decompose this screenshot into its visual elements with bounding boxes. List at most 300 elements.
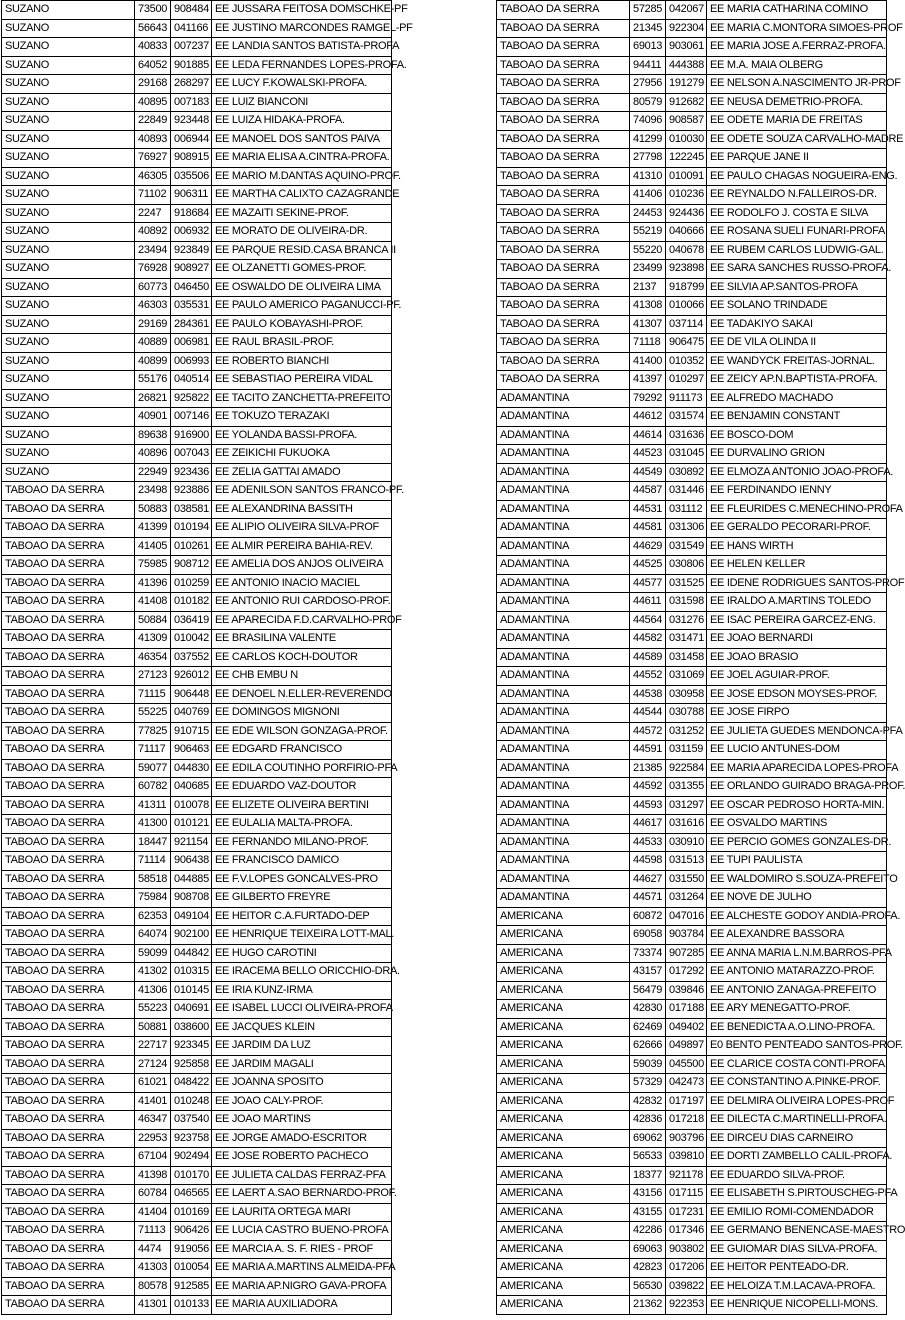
table-row — [497, 389, 887, 408]
cie-cell: 922353 — [666, 1296, 707, 1315]
cie-cell: 903796 — [666, 1129, 707, 1148]
cie-cell: 922304 — [666, 19, 707, 38]
city-cell: AMERICANA — [497, 963, 630, 982]
table-row — [2, 796, 392, 815]
school-name-cell: EE LUIZ BIANCONI — [212, 93, 392, 112]
table-row — [497, 778, 887, 797]
cie-cell: 040685 — [171, 778, 212, 797]
school-name-cell: EE ARY MENEGATTO-PROF. — [707, 1000, 887, 1019]
city-cell: SUZANO — [2, 223, 135, 242]
cie-cell: 010042 — [171, 630, 212, 649]
cie-cell: 924436 — [666, 204, 707, 223]
cie-cell: 039846 — [666, 981, 707, 1000]
school-name-cell: EE JARDIM MAGALI — [212, 1055, 392, 1074]
code-cell: 46354 — [135, 648, 171, 667]
table-row — [497, 519, 887, 538]
table-row — [497, 593, 887, 612]
school-name-cell: EE ALFREDO MACHADO — [707, 389, 887, 408]
city-cell: AMERICANA — [497, 1296, 630, 1315]
school-name-cell: EE TACITO ZANCHETTA-PREFEITO — [212, 389, 392, 408]
table-row — [497, 981, 887, 1000]
city-cell: TABOAO DA SERRA — [497, 297, 630, 316]
table-row — [2, 1185, 392, 1204]
school-name-cell: EE LUCIA CASTRO BUENO-PROFA — [212, 1222, 392, 1241]
school-name-cell: EE OLZANETTI GOMES-PROF. — [212, 260, 392, 279]
city-cell: ADAMANTINA — [497, 426, 630, 445]
cie-cell: 010169 — [171, 1203, 212, 1222]
table-row — [2, 852, 392, 871]
code-cell: 18447 — [135, 833, 171, 852]
table-row — [2, 1203, 392, 1222]
code-cell: 23499 — [630, 260, 666, 279]
code-cell: 67104 — [135, 1148, 171, 1167]
school-name-cell: EE ALEXANDRINA BASSITH — [212, 500, 392, 519]
city-cell: AMERICANA — [497, 907, 630, 926]
city-cell: TABOAO DA SERRA — [497, 56, 630, 75]
school-name-cell: EE PARQUE JANE II — [707, 149, 887, 168]
cie-cell: 031616 — [666, 815, 707, 834]
school-name-cell: EE ODETE SOUZA CARVALHO-MADRE — [707, 130, 887, 149]
cie-cell: 903802 — [666, 1240, 707, 1259]
cie-cell: 010133 — [171, 1296, 212, 1315]
table-row — [2, 537, 392, 556]
cie-cell: 031159 — [666, 741, 707, 760]
code-cell: 18377 — [630, 1166, 666, 1185]
table-row — [2, 56, 392, 75]
code-cell: 44577 — [630, 574, 666, 593]
table-row — [497, 408, 887, 427]
school-name-cell: EE HEITOR C.A.FURTADO-DEP — [212, 907, 392, 926]
cie-cell: 046450 — [171, 278, 212, 297]
table-row — [497, 870, 887, 889]
city-cell: TABOAO DA SERRA — [2, 944, 135, 963]
city-cell: TABOAO DA SERRA — [2, 685, 135, 704]
code-cell: 75984 — [135, 889, 171, 908]
school-name-cell: EE DIRCEU DIAS CARNEIRO — [707, 1129, 887, 1148]
school-name-cell: EE IRALDO A.MARTINS TOLEDO — [707, 593, 887, 612]
table-row — [2, 981, 392, 1000]
cie-cell: 010066 — [666, 297, 707, 316]
table-row — [2, 1166, 392, 1185]
city-cell: AMERICANA — [497, 1203, 630, 1222]
table-row — [497, 574, 887, 593]
city-cell: TABOAO DA SERRA — [497, 112, 630, 131]
school-name-cell: EE CLARICE COSTA CONTI-PROFA. — [707, 1055, 887, 1074]
school-name-cell: EE BENJAMIN CONSTANT — [707, 408, 887, 427]
code-cell: 44587 — [630, 482, 666, 501]
school-name-cell: EE LAERT A.SAO BERNARDO-PROF. — [212, 1185, 392, 1204]
city-cell: AMERICANA — [497, 1277, 630, 1296]
city-cell: TABOAO DA SERRA — [2, 630, 135, 649]
table-row — [497, 759, 887, 778]
table-row — [497, 260, 887, 279]
code-cell: 55223 — [135, 1000, 171, 1019]
code-cell: 56643 — [135, 19, 171, 38]
school-name-cell: EE M.A. MAIA OLBERG — [707, 56, 887, 75]
table-row — [497, 278, 887, 297]
city-cell: TABOAO DA SERRA — [2, 1185, 135, 1204]
code-cell: 58518 — [135, 870, 171, 889]
school-name-cell: EE SOLANO TRINDADE — [707, 297, 887, 316]
city-cell: TABOAO DA SERRA — [2, 778, 135, 797]
school-name-cell: EE IRACEMA BELLO ORICCHIO-DRA. — [212, 963, 392, 982]
city-cell: AMERICANA — [497, 1166, 630, 1185]
school-name-cell: EE LEDA FERNANDES LOPES-PROFA. — [212, 56, 392, 75]
school-name-cell: EE HELEN KELLER — [707, 556, 887, 575]
cie-cell: 045500 — [666, 1055, 707, 1074]
cie-cell: 031446 — [666, 482, 707, 501]
table-row — [2, 1018, 392, 1037]
city-cell: TABOAO DA SERRA — [2, 963, 135, 982]
table-row — [497, 1, 887, 20]
school-name-cell: EE OSWALDO DE OLIVEIRA LIMA — [212, 278, 392, 297]
code-cell: 94411 — [630, 56, 666, 75]
code-cell: 55225 — [135, 704, 171, 723]
city-cell: TABOAO DA SERRA — [2, 1277, 135, 1296]
city-cell: ADAMANTINA — [497, 574, 630, 593]
school-name-cell: EE GERMANO BENENCASE-MAESTRO — [707, 1222, 887, 1241]
school-name-cell: EE CONSTANTINO A.PINKE-PROF. — [707, 1074, 887, 1093]
school-name-cell: EE YOLANDA BASSI-PROFA. — [212, 426, 392, 445]
table-row — [2, 926, 392, 945]
cie-cell: 030788 — [666, 704, 707, 723]
code-cell: 42836 — [630, 1111, 666, 1130]
table-row — [2, 334, 392, 353]
city-cell: TABOAO DA SERRA — [2, 1166, 135, 1185]
code-cell: 41397 — [630, 371, 666, 390]
city-cell: AMERICANA — [497, 1055, 630, 1074]
code-cell: 41301 — [135, 1296, 171, 1315]
code-cell: 24453 — [630, 204, 666, 223]
table-row — [2, 38, 392, 57]
city-cell: ADAMANTINA — [497, 445, 630, 464]
table-row — [2, 241, 392, 260]
school-name-cell: EE ADENILSON SANTOS FRANCO-PF. — [212, 482, 392, 501]
cie-cell: 191279 — [666, 75, 707, 94]
table-row — [497, 482, 887, 501]
table-row — [2, 426, 392, 445]
table-row — [2, 741, 392, 760]
table-row — [497, 445, 887, 464]
school-name-cell: EE SARA SANCHES RUSSO-PROFA. — [707, 260, 887, 279]
code-cell: 69058 — [630, 926, 666, 945]
cie-cell: 010261 — [171, 537, 212, 556]
city-cell: ADAMANTINA — [497, 796, 630, 815]
city-cell: SUZANO — [2, 408, 135, 427]
school-name-cell: EE MARIA C.MONTORA SIMOES-PROF — [707, 19, 887, 38]
table-row — [2, 1111, 392, 1130]
cie-cell: 031276 — [666, 611, 707, 630]
cie-cell: 037114 — [666, 315, 707, 334]
school-name-cell: EE PARQUE RESID.CASA BRANCA II — [212, 241, 392, 260]
city-cell: TABOAO DA SERRA — [2, 1240, 135, 1259]
code-cell: 44589 — [630, 648, 666, 667]
cie-cell: 031598 — [666, 593, 707, 612]
city-cell: TABOAO DA SERRA — [2, 1092, 135, 1111]
school-name-cell: EE ELISABETH S.PIRTOUSCHEG-PFA — [707, 1185, 887, 1204]
code-cell: 77825 — [135, 722, 171, 741]
school-name-cell: EE JULIETA CALDAS FERRAZ-PFA — [212, 1166, 392, 1185]
cie-cell: 006944 — [171, 130, 212, 149]
table-row — [2, 685, 392, 704]
code-cell: 41400 — [630, 352, 666, 371]
city-cell: TABOAO DA SERRA — [497, 371, 630, 390]
code-cell: 71117 — [135, 741, 171, 760]
code-cell: 44598 — [630, 852, 666, 871]
school-name-cell: EE MAZAITI SEKINE-PROF. — [212, 204, 392, 223]
city-cell: TABOAO DA SERRA — [497, 223, 630, 242]
cie-cell: 916900 — [171, 426, 212, 445]
city-cell: ADAMANTINA — [497, 815, 630, 834]
city-cell: SUZANO — [2, 112, 135, 131]
code-cell: 44571 — [630, 889, 666, 908]
school-name-cell: EE HEITOR PENTEADO-DR. — [707, 1259, 887, 1278]
table-row — [497, 704, 887, 723]
table-row — [2, 1259, 392, 1278]
code-cell: 44582 — [630, 630, 666, 649]
code-cell: 44564 — [630, 611, 666, 630]
cie-cell: 122245 — [666, 149, 707, 168]
cie-cell: 010030 — [666, 130, 707, 149]
cie-cell: 907285 — [666, 944, 707, 963]
code-cell: 40892 — [135, 223, 171, 242]
school-name-cell: EE ELIZETE OLIVEIRA BERTINI — [212, 796, 392, 815]
cie-cell: 925822 — [171, 389, 212, 408]
cie-cell: 908587 — [666, 112, 707, 131]
school-name-cell: EE EMILIO ROMI-COMENDADOR — [707, 1203, 887, 1222]
cie-cell: 030892 — [666, 463, 707, 482]
cie-cell: 039822 — [666, 1277, 707, 1296]
code-cell: 73500 — [135, 1, 171, 20]
code-cell: 41404 — [135, 1203, 171, 1222]
table-row — [497, 167, 887, 186]
cie-cell: 007237 — [171, 38, 212, 57]
city-cell: TABOAO DA SERRA — [2, 1000, 135, 1019]
school-name-cell: EE EULALIA MALTA-PROFA. — [212, 815, 392, 834]
city-cell: ADAMANTINA — [497, 630, 630, 649]
table-row — [497, 93, 887, 112]
school-name-cell: EE ALCHESTE GODOY ANDIA-PROFA. — [707, 907, 887, 926]
table-row — [497, 315, 887, 334]
table-row — [2, 593, 392, 612]
code-cell: 21345 — [630, 19, 666, 38]
table-row — [2, 75, 392, 94]
cie-cell: 912585 — [171, 1277, 212, 1296]
cie-cell: 030806 — [666, 556, 707, 575]
code-cell: 44531 — [630, 500, 666, 519]
city-cell: AMERICANA — [497, 1259, 630, 1278]
cie-cell: 923436 — [171, 463, 212, 482]
city-cell: TABOAO DA SERRA — [497, 75, 630, 94]
code-cell: 44533 — [630, 833, 666, 852]
code-cell: 50884 — [135, 611, 171, 630]
cie-cell: 923758 — [171, 1129, 212, 1148]
school-name-cell: EE NELSON A.NASCIMENTO JR-PROF — [707, 75, 887, 94]
school-name-cell: EE ODETE MARIA DE FREITAS — [707, 112, 887, 131]
city-cell: ADAMANTINA — [497, 611, 630, 630]
table-row — [2, 1296, 392, 1315]
code-cell: 69063 — [630, 1240, 666, 1259]
school-name-cell: EE MARIA AP.NIGRO GAVA-PROFA — [212, 1277, 392, 1296]
cie-cell: 035531 — [171, 297, 212, 316]
cie-cell: 903784 — [666, 926, 707, 945]
school-name-cell: EE LUIZA HIDAKA-PROFA. — [212, 112, 392, 131]
table-row — [2, 1240, 392, 1259]
code-cell: 44538 — [630, 685, 666, 704]
code-cell: 50881 — [135, 1018, 171, 1037]
code-cell: 27798 — [630, 149, 666, 168]
table-row — [2, 1074, 392, 1093]
city-cell: AMERICANA — [497, 926, 630, 945]
city-cell: SUZANO — [2, 463, 135, 482]
table-row — [2, 556, 392, 575]
table-row — [497, 741, 887, 760]
table-row — [497, 463, 887, 482]
cie-cell: 037540 — [171, 1111, 212, 1130]
city-cell: TABOAO DA SERRA — [2, 815, 135, 834]
city-cell: SUZANO — [2, 334, 135, 353]
school-name-cell: EE WANDYCK FREITAS-JORNAL. — [707, 352, 887, 371]
school-name-cell: EE FRANCISCO DAMICO — [212, 852, 392, 871]
city-cell: TABOAO DA SERRA — [497, 204, 630, 223]
table-row — [2, 19, 392, 38]
city-cell: SUZANO — [2, 93, 135, 112]
school-name-cell: EE FERDINANDO IENNY — [707, 482, 887, 501]
city-cell: TABOAO DA SERRA — [2, 1222, 135, 1241]
table-row — [2, 1092, 392, 1111]
school-name-cell: EE TUPI PAULISTA — [707, 852, 887, 871]
code-cell: 69013 — [630, 38, 666, 57]
code-cell: 40896 — [135, 445, 171, 464]
code-cell: 60782 — [135, 778, 171, 797]
code-cell: 55220 — [630, 241, 666, 260]
code-cell: 62353 — [135, 907, 171, 926]
school-name-cell: EE BOSCO-DOM — [707, 426, 887, 445]
city-cell: TABOAO DA SERRA — [2, 704, 135, 723]
school-name-cell: EE EDUARDO VAZ-DOUTOR — [212, 778, 392, 797]
city-cell: TABOAO DA SERRA — [2, 1055, 135, 1074]
cie-cell: 923849 — [171, 241, 212, 260]
cie-cell: 910715 — [171, 722, 212, 741]
school-name-cell: EE LUCIO ANTUNES-DOM — [707, 741, 887, 760]
cie-cell: 031525 — [666, 574, 707, 593]
code-cell: 29169 — [135, 315, 171, 334]
school-name-cell: EE DILECTA C.MARTINELLI-PROFA. — [707, 1111, 887, 1130]
table-row — [2, 1222, 392, 1241]
table-row — [2, 130, 392, 149]
cie-cell: 010194 — [171, 519, 212, 538]
right-school-table — [496, 0, 905, 1315]
school-name-cell: EE IRIA KUNZ-IRMA — [212, 981, 392, 1000]
city-cell: SUZANO — [2, 260, 135, 279]
table-row — [2, 1148, 392, 1167]
cie-cell: 041166 — [171, 19, 212, 38]
code-cell: 56479 — [630, 981, 666, 1000]
city-cell: ADAMANTINA — [497, 519, 630, 538]
city-cell: TABOAO DA SERRA — [2, 482, 135, 501]
school-name-cell: EE PERCIO GOMES GONZALES-DR. — [707, 833, 887, 852]
table-row — [2, 204, 392, 223]
table-row — [497, 907, 887, 926]
city-cell: AMERICANA — [497, 981, 630, 1000]
city-cell: SUZANO — [2, 19, 135, 38]
table-row — [2, 519, 392, 538]
table-row — [497, 852, 887, 871]
table-row — [2, 297, 392, 316]
cie-cell: 031045 — [666, 445, 707, 464]
school-name-cell: EE JARDIM DA LUZ — [212, 1037, 392, 1056]
cie-cell: 906475 — [666, 334, 707, 353]
school-name-cell: EE ANTONIO MATARAZZO-PROF. — [707, 963, 887, 982]
city-cell: TABOAO DA SERRA — [2, 722, 135, 741]
code-cell: 44612 — [630, 408, 666, 427]
cie-cell: 010121 — [171, 815, 212, 834]
city-cell: TABOAO DA SERRA — [2, 537, 135, 556]
school-name-cell: EE JULIETA GUEDES MENDONCA-PFA — [707, 722, 887, 741]
cie-cell: 017218 — [666, 1111, 707, 1130]
cie-cell: 036419 — [171, 611, 212, 630]
table-row — [2, 907, 392, 926]
table-row — [2, 1000, 392, 1019]
school-name-cell: EE WALDOMIRO S.SOUZA-PREFEITO — [707, 870, 887, 889]
code-cell: 23494 — [135, 241, 171, 260]
school-name-cell: EE NOVE DE JULHO — [707, 889, 887, 908]
city-cell: TABOAO DA SERRA — [2, 1148, 135, 1167]
table-row — [2, 1, 392, 20]
city-cell: ADAMANTINA — [497, 482, 630, 501]
cie-cell: 017206 — [666, 1259, 707, 1278]
school-name-cell: EE JUSTINO MARCONDES RAMGEL-PF — [212, 19, 392, 38]
city-cell: TABOAO DA SERRA — [2, 741, 135, 760]
cie-cell: 017292 — [666, 963, 707, 982]
school-name-cell: EE JOAO CALY-PROF. — [212, 1092, 392, 1111]
code-cell: 73374 — [630, 944, 666, 963]
cie-cell: 010182 — [171, 593, 212, 612]
school-name-cell: EE RAUL BRASIL-PROF. — [212, 334, 392, 353]
cie-cell: 031550 — [666, 870, 707, 889]
cie-cell: 010315 — [171, 963, 212, 982]
cie-cell: 906311 — [171, 186, 212, 205]
city-cell: SUZANO — [2, 186, 135, 205]
table-row — [2, 482, 392, 501]
code-cell: 44581 — [630, 519, 666, 538]
code-cell: 60773 — [135, 278, 171, 297]
city-cell: TABOAO DA SERRA — [2, 870, 135, 889]
table-row — [497, 149, 887, 168]
city-cell: SUZANO — [2, 75, 135, 94]
table-row — [2, 630, 392, 649]
cie-cell: 911173 — [666, 389, 707, 408]
city-cell: TABOAO DA SERRA — [2, 611, 135, 630]
code-cell: 89638 — [135, 426, 171, 445]
code-cell: 71118 — [630, 334, 666, 353]
cie-cell: 921154 — [171, 833, 212, 852]
code-cell: 41306 — [135, 981, 171, 1000]
cie-cell: 908712 — [171, 556, 212, 575]
school-name-cell: EE JACQUES KLEIN — [212, 1018, 392, 1037]
city-cell: SUZANO — [2, 352, 135, 371]
city-cell: ADAMANTINA — [497, 408, 630, 427]
city-cell: AMERICANA — [497, 1092, 630, 1111]
city-cell: SUZANO — [2, 130, 135, 149]
cie-cell: 037552 — [171, 648, 212, 667]
table-row — [497, 1166, 887, 1185]
school-name-cell: EE ALIPIO OLIVEIRA SILVA-PROF — [212, 519, 392, 538]
table-row — [2, 870, 392, 889]
code-cell: 21362 — [630, 1296, 666, 1315]
code-cell: 55219 — [630, 223, 666, 242]
cie-cell: 006932 — [171, 223, 212, 242]
